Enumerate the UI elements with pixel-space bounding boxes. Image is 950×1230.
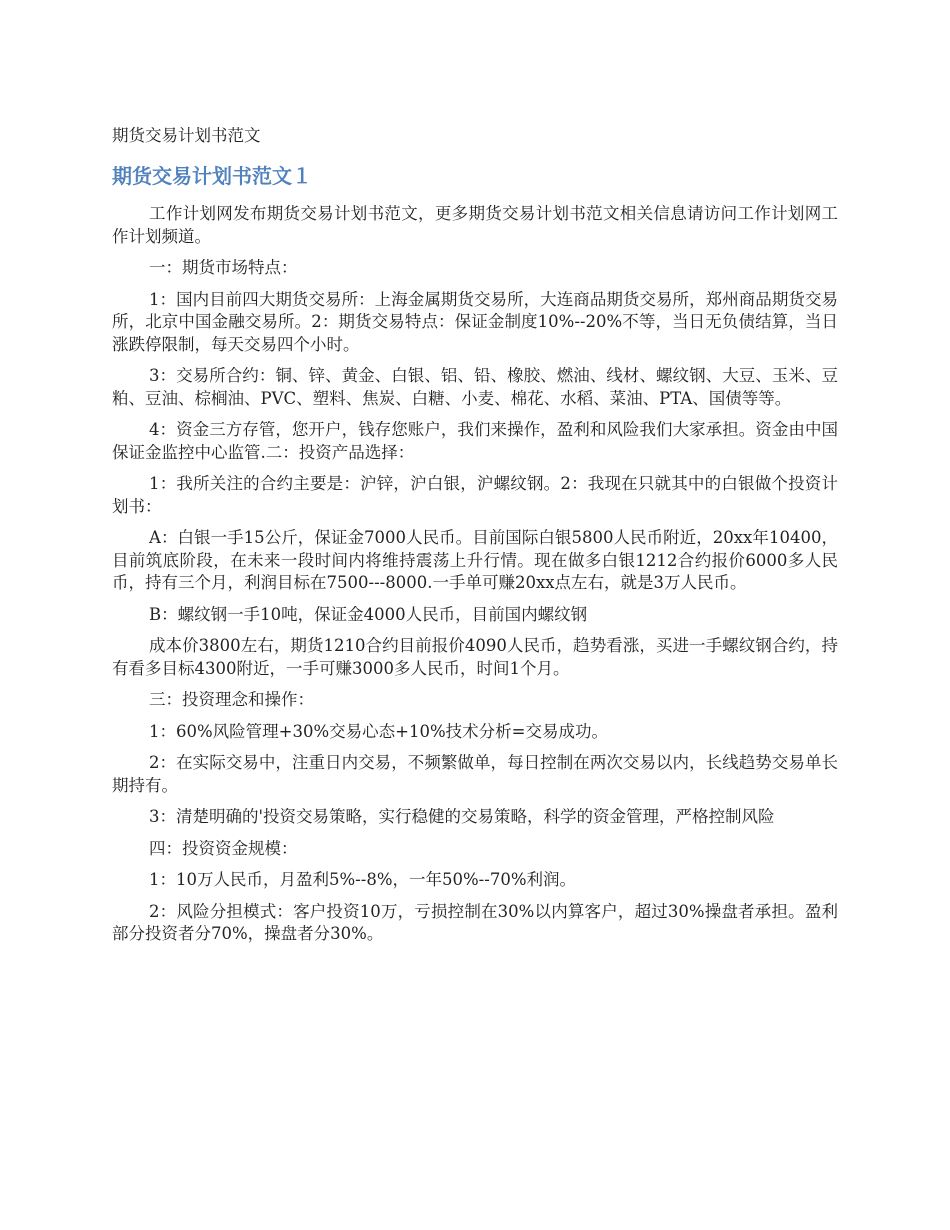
paragraph-section-3-title: 三：投资理念和操作： xyxy=(149,690,314,709)
paragraph-capital: 1：10万人民币，月盈利5%--8%，一年50%--70%利润。 xyxy=(149,870,576,889)
section-heading: 期货交易计划书范文１ xyxy=(112,164,312,188)
paragraph-silver-plan: A：白银一手15公斤，保证金7000人民币。目前国际白银5800人民币附近，20xx年10400，目前筑底阶段，在未来一段时间内将维持震荡上升行情。现在做多白银1212合约报价6000多人民币，持有三个月，利润目标在7500---8000.一手单可赚20xx点左右，就是3万人民币。 xyxy=(112,528,838,592)
paragraph-contracts: 3：交易所合约：铜、锌、黄金、白银、铝、铅、橡胶、燃油、线材、螺纹钢、大豆、玉米、豆粕、豆油、棕榈油、PVC、塑料、焦炭、白糖、小麦、棉花、水稻、菜油、PTA、国债等等。 xyxy=(112,366,838,408)
paragraph-strategy: 3：清楚明确的'投资交易策略，实行稳健的交易策略，科学的资金管理，严格控制风险 xyxy=(149,807,775,826)
paragraph-intro: 工作计划网发布期货交易计划书范文，更多期货交易计划书范文相关信息请访问工作计划网工作计划频道。 xyxy=(112,204,838,246)
paragraph-risk-sharing: 2：风险分担模式：客户投资10万，亏损控制在30%以内算客户，超过30%操盘者承担。盈利部分投资者分70%，操盘者分30%。 xyxy=(112,901,838,943)
paragraph-section-1-title: 一：期货市场特点： xyxy=(149,258,298,277)
paragraph-rebar-plan: B：螺纹钢一手10吨，保证金4000人民币，目前国内螺纹钢 xyxy=(149,604,588,624)
paragraph-intraday: 2：在实际交易中，注重日内交易，不频繁做单，每日控制在两次交易以内，长线趋势交易单长期持有。 xyxy=(112,753,838,795)
paragraph-exchanges: 1：国内目前四大期货交易所：上海金属期货交易所，大连商品期货交易所，郑州商品期货交易所，北京中国金融交易所。2：期货交易特点：保证金制度10%--20%不等，当日无负债结算，当日涨跌停限制，每天交易四个小时。 xyxy=(112,289,838,354)
paragraph-formula: 1：60%风险管理+30%交易心态+10%技术分析=交易成功。 xyxy=(149,721,608,741)
paragraph-rebar-cost: 成本价3800左右，期货1210合约目前报价4090人民币，趋势看涨，买进一手螺纹钢合约，持有看多目标4300附近，一手可赚3000多人民币，时间1个月。 xyxy=(112,636,838,678)
paragraph-focus-contracts: 1：我所关注的合约主要是：沪锌，沪白银，沪螺纹钢。2：我现在只就其中的白银做个投资计划书： xyxy=(112,474,838,516)
paragraph-custody: 4：资金三方存管，您开户，钱存您账户，我们来操作，盈利和风险我们大家承担。资金由中国保证金监控中心监管.二：投资产品选择： xyxy=(112,420,838,462)
paragraph-section-4-title: 四：投资资金规模： xyxy=(149,838,298,858)
document-title: 期货交易计划书范文 xyxy=(112,126,261,145)
